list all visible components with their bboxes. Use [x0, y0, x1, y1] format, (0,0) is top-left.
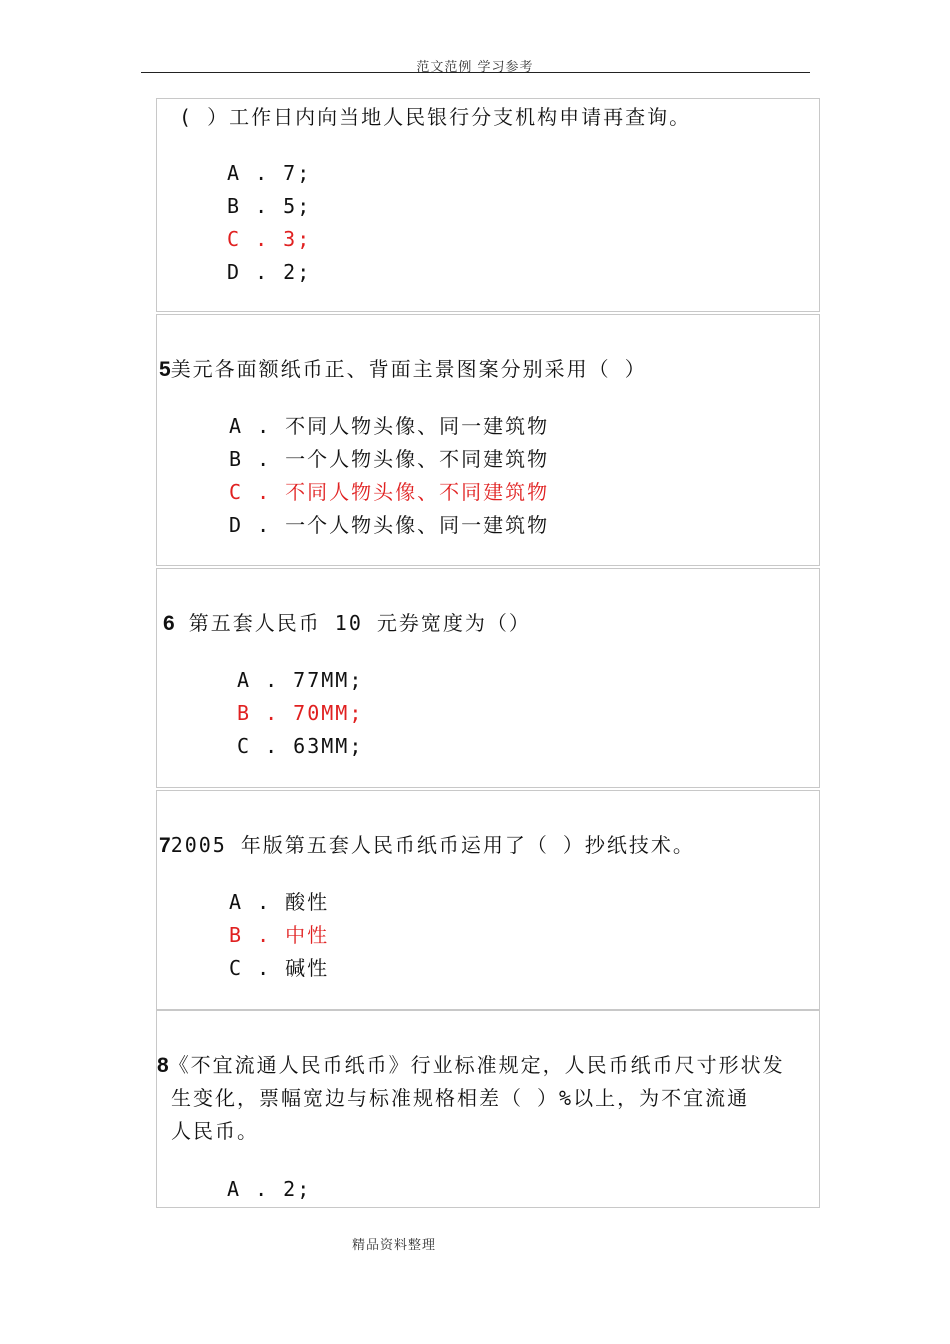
question-number: 5 — [159, 358, 171, 381]
option-a[interactable]: A . 酸性 — [229, 890, 330, 914]
option-b[interactable]: B . 70MM; — [237, 701, 364, 725]
question-text: 5美元各面额纸币正、背面主景图案分别采用（ ） — [159, 357, 647, 381]
footer-text: 精品资料整理 — [352, 1238, 437, 1253]
question-block-8 — [156, 1010, 820, 1208]
option-a[interactable]: A . 7; — [227, 161, 312, 185]
header-rule — [141, 72, 810, 73]
question-number: 8 — [157, 1054, 169, 1077]
option-b[interactable]: B . 一个人物头像、不同建筑物 — [229, 447, 550, 471]
question-number: 6 — [163, 612, 175, 635]
question-block-7 — [156, 790, 820, 1010]
option-d[interactable]: D . 2; — [227, 260, 312, 284]
header-title: 范文范例 学习参考 — [416, 60, 534, 75]
option-a[interactable]: A . 2; — [227, 1177, 312, 1201]
option-b[interactable]: B . 中性 — [229, 923, 330, 947]
option-d[interactable]: D . 一个人物头像、同一建筑物 — [229, 513, 550, 537]
option-a[interactable]: A . 77MM; — [237, 668, 364, 692]
question-text: 8《不宜流通人民币纸币》行业标准规定，人民币纸币尺寸形状发 — [157, 1053, 785, 1077]
question-block-4 — [156, 98, 820, 312]
question-block-6 — [156, 568, 820, 788]
option-c[interactable]: C . 不同人物头像、不同建筑物 — [229, 480, 550, 504]
question-text: 72005 年版第五套人民币纸币运用了（ ）抄纸技术。 — [159, 833, 695, 857]
question-text-line-2: 生变化，票幅宽边与标准规格相差（ ）%以上，为不宜流通 — [171, 1086, 750, 1110]
question-block-5 — [156, 314, 820, 566]
option-c[interactable]: C . 3; — [227, 227, 312, 251]
option-c[interactable]: C . 63MM; — [237, 734, 364, 758]
option-c[interactable]: C . 碱性 — [229, 956, 330, 980]
option-b[interactable]: B . 5; — [227, 194, 312, 218]
option-a[interactable]: A . 不同人物头像、同一建筑物 — [229, 414, 550, 438]
question-text: ( ）工作日内向当地人民银行分支机构申请再查询。 — [179, 105, 692, 129]
question-number: 7 — [159, 834, 171, 857]
question-text-line-3: 人民币。 — [171, 1119, 259, 1143]
question-text: 6 第五套人民币 10 元券宽度为（） — [163, 611, 531, 635]
